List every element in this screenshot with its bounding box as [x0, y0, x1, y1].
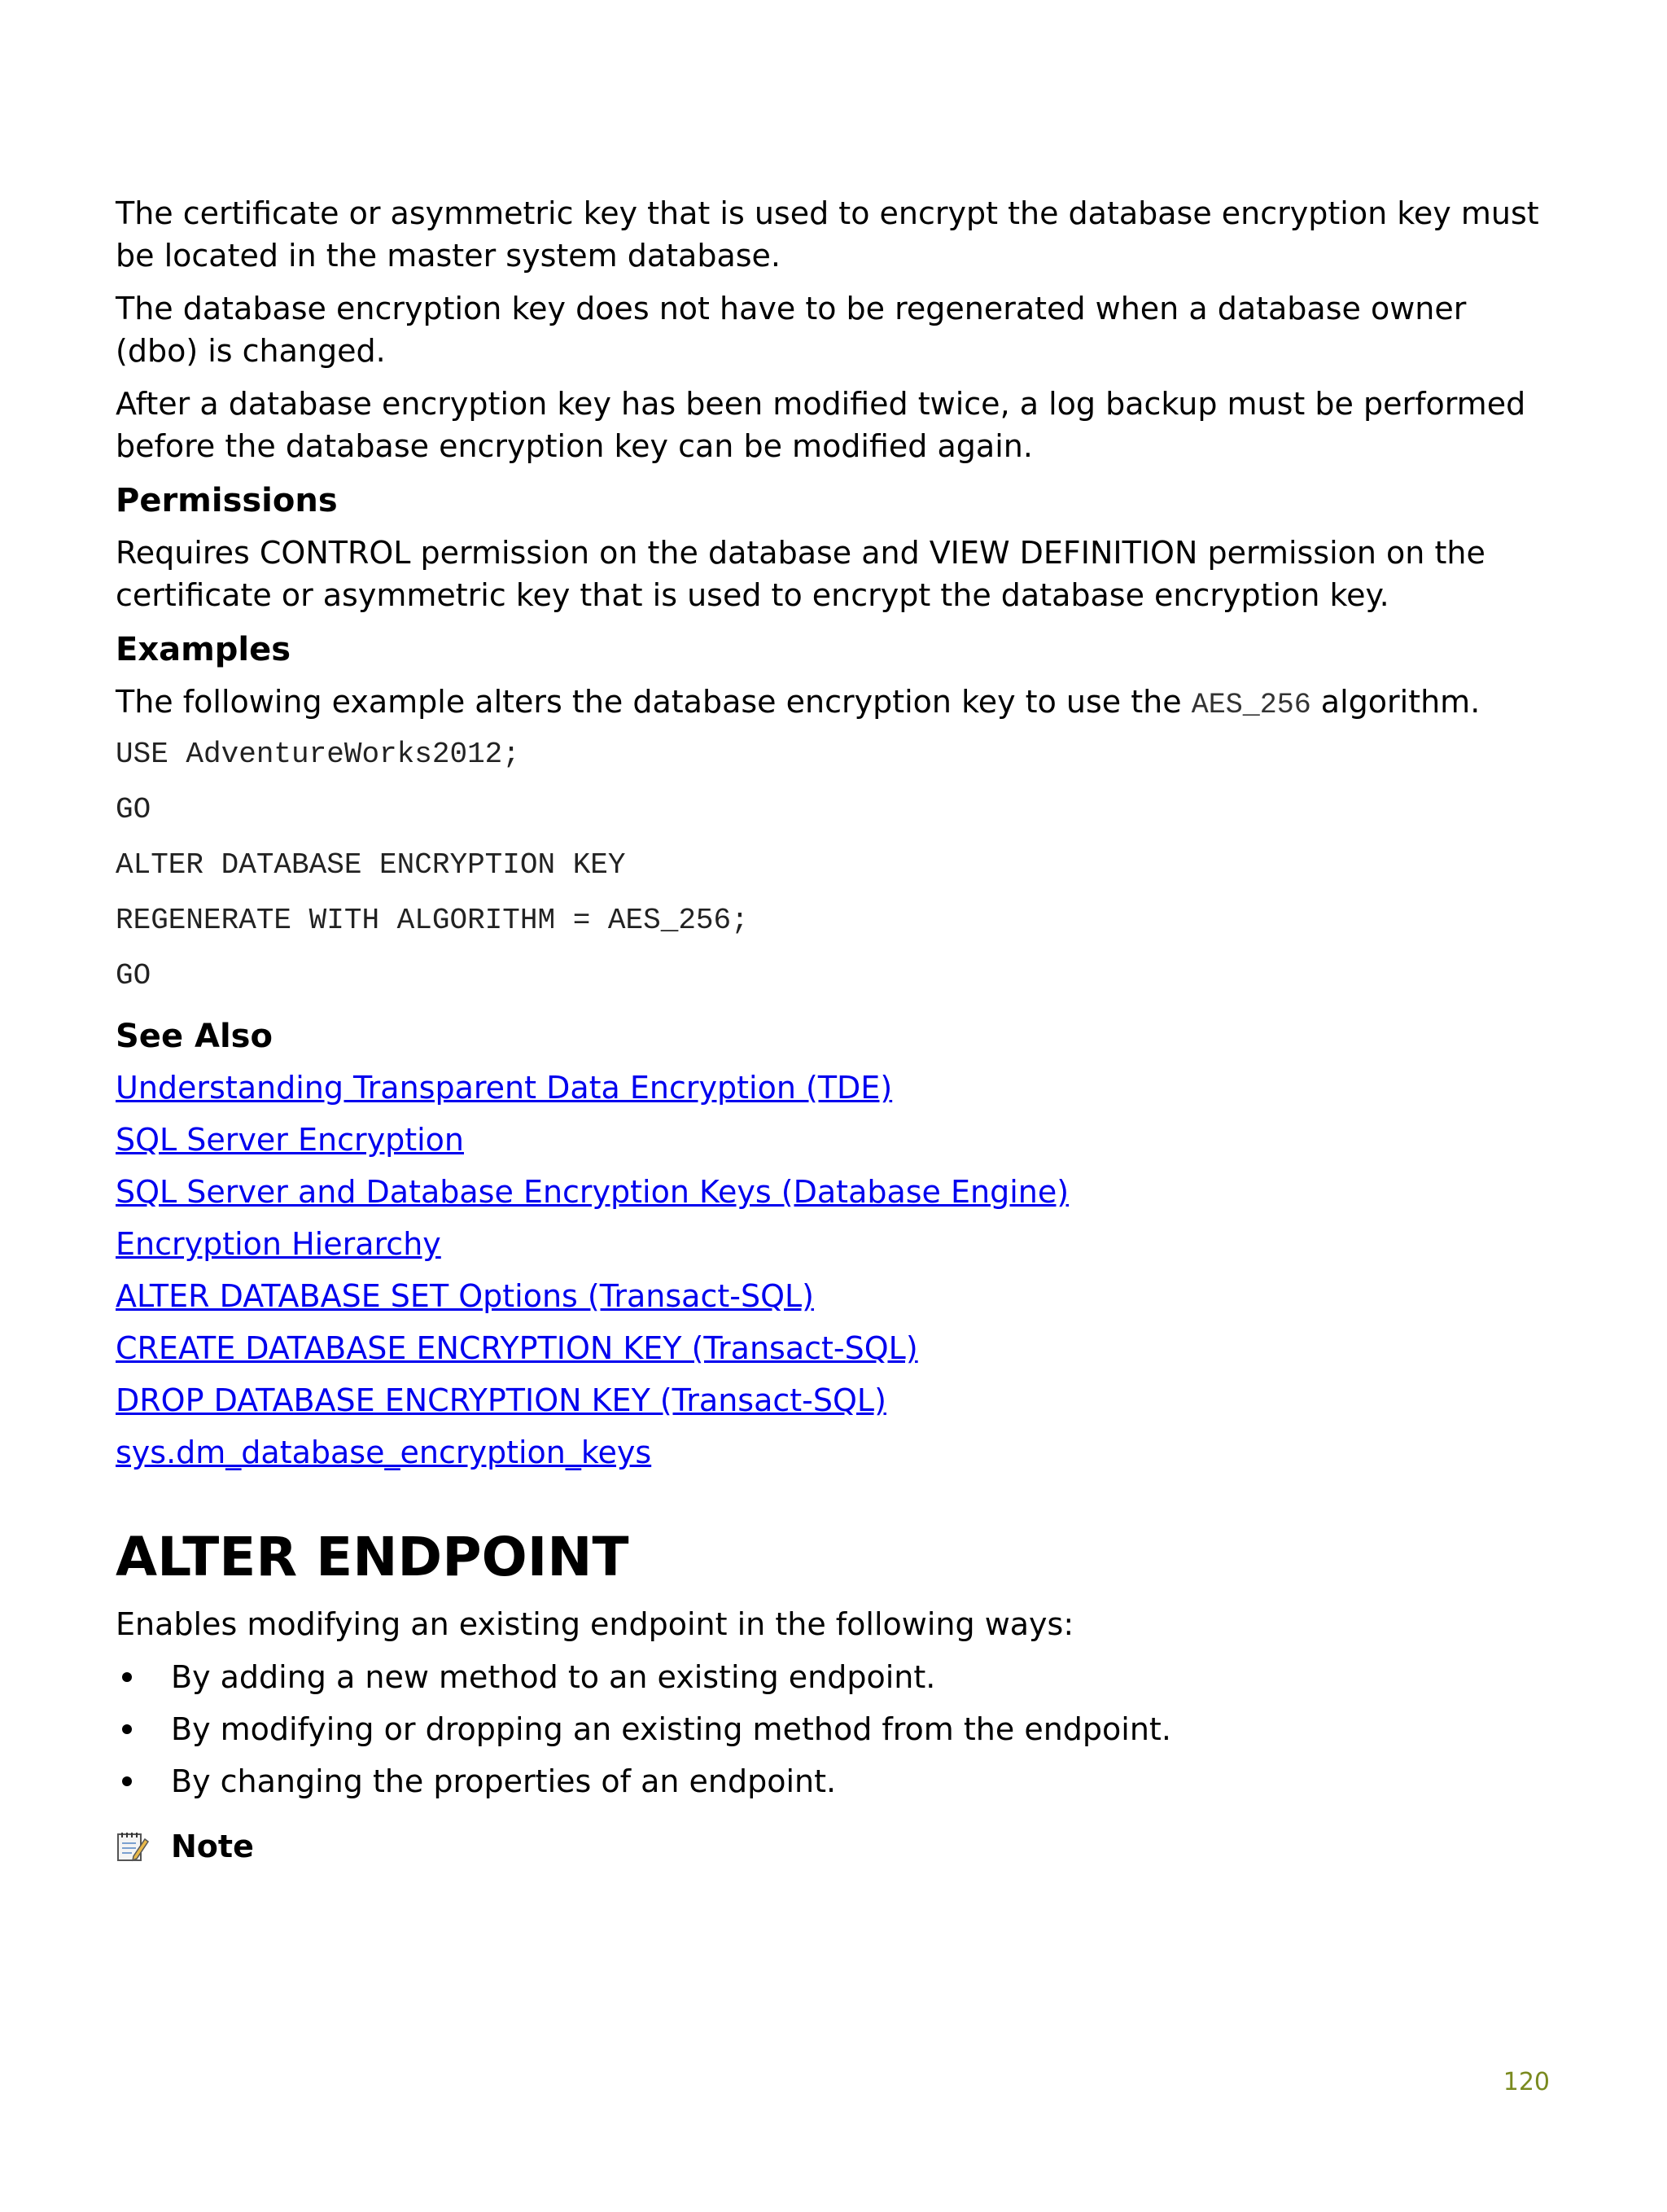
list-item-text: By adding a new method to an existing endpoint.: [171, 1659, 936, 1695]
link-dm-database-encryption-keys[interactable]: sys.dm_database_encryption_keys: [116, 1435, 652, 1470]
link-create-database-encryption-key[interactable]: CREATE DATABASE ENCRYPTION KEY (Transact-SQL): [116, 1330, 918, 1366]
note-label: Note: [171, 1829, 254, 1864]
link-encryption-hierarchy[interactable]: Encryption Hierarchy: [116, 1226, 441, 1262]
bullet-icon: [122, 1776, 132, 1786]
paragraph-certificate-location: The certificate or asymmetric key that is used to encrypt the database encryption key must be located in the master system database.: [116, 195, 1539, 274]
list-item: [116, 1760, 1548, 1802]
link-sql-server-encryption[interactable]: SQL Server Encryption: [116, 1122, 464, 1158]
see-also-links: [116, 1067, 1548, 1473]
code-line: REGENERATE WITH ALGORITHM = AES_256;: [116, 904, 749, 937]
list-item: [116, 1708, 1548, 1750]
page-number: 120: [1503, 2068, 1550, 2096]
list-item: [116, 1656, 1548, 1698]
code-line: GO: [116, 959, 151, 992]
document-page: [116, 192, 1548, 1868]
note-callout: [116, 1825, 1548, 1868]
code-line: GO: [116, 793, 151, 826]
examples-intro: [116, 681, 1548, 726]
inline-code-algorithm: AES_256: [1191, 689, 1311, 721]
note-pad-icon: [116, 1829, 150, 1864]
bullet-icon: [122, 1724, 132, 1734]
code-line: USE AdventureWorks2012;: [116, 738, 520, 771]
examples-heading: Examples: [116, 631, 291, 668]
code-line: ALTER DATABASE ENCRYPTION KEY: [116, 848, 626, 882]
permissions-heading: Permissions: [116, 482, 338, 519]
examples-intro-after: algorithm.: [1310, 684, 1481, 720]
examples-intro-before: The following example alters the database encryption key to use the: [116, 684, 1192, 720]
alter-endpoint-title: ALTER ENDPOINT: [116, 1526, 629, 1588]
link-drop-database-encryption-key[interactable]: DROP DATABASE ENCRYPTION KEY (Transact-SQL): [116, 1382, 886, 1418]
paragraph-log-backup: After a database encryption key has been modified twice, a log backup must be performed before the database encryption key can be modified again.: [116, 386, 1526, 464]
link-encryption-keys[interactable]: SQL Server and Database Encryption Keys (Database Engine): [116, 1174, 1070, 1210]
link-alter-database-set-options[interactable]: ALTER DATABASE SET Options (Transact-SQL): [116, 1278, 814, 1314]
alter-endpoint-list: [116, 1656, 1548, 1802]
list-item-text: By modifying or dropping an existing method from the endpoint.: [171, 1711, 1171, 1747]
permissions-text: Requires CONTROL permission on the database and VIEW DEFINITION permission on the certificate or asymmetric key that is used to encrypt the database encryption key.: [116, 535, 1485, 613]
link-understanding-tde[interactable]: Understanding Transparent Data Encryption (TDE): [116, 1070, 893, 1106]
bullet-icon: [122, 1672, 132, 1682]
alter-endpoint-intro: Enables modifying an existing endpoint in the following ways:: [116, 1606, 1074, 1642]
list-item-text: By changing the properties of an endpoint.: [171, 1763, 837, 1799]
see-also-heading: See Also: [116, 1018, 273, 1055]
paragraph-dbo-change: The database encryption key does not have to be regenerated when a database owner (dbo) is changed.: [116, 291, 1467, 369]
